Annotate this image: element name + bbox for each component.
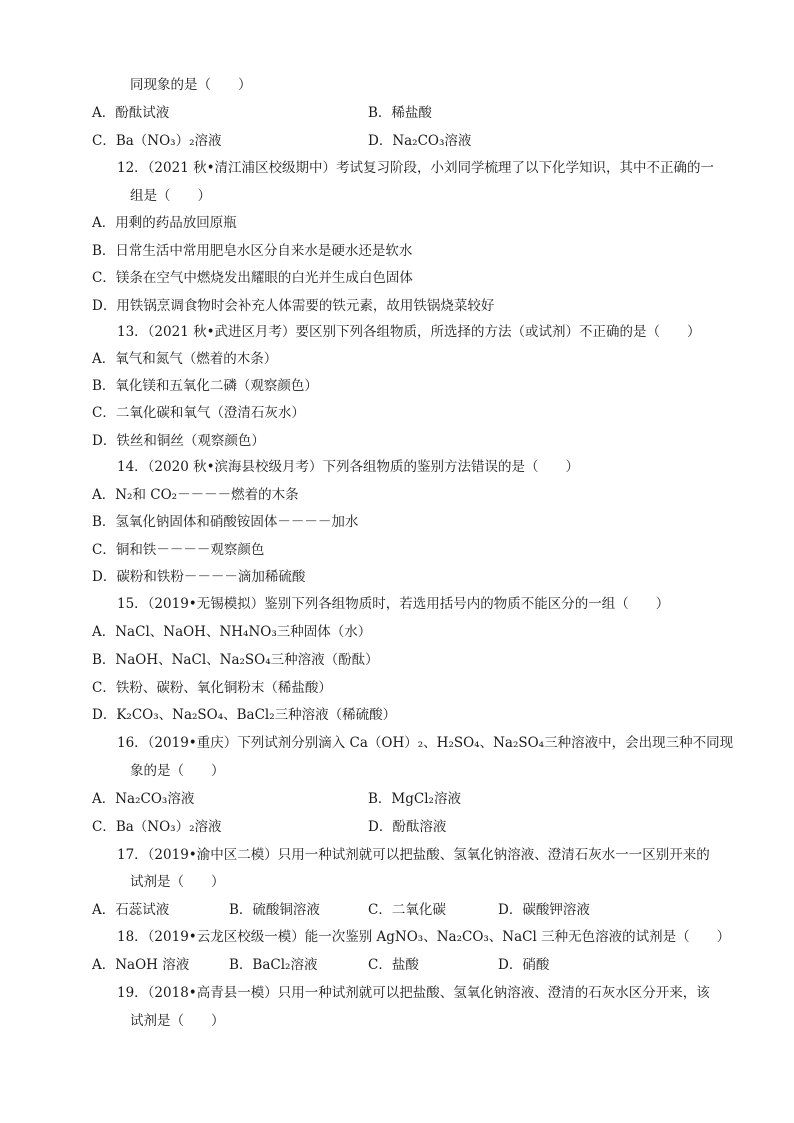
- q12-option-c: C．镁条在空气中燃烧发出耀眼的白光并生成白色固体: [92, 270, 413, 286]
- q12-option-d: D．用铁锅烹调食物时会补充人体需要的铁元素，故用铁锅烧菜较好: [92, 298, 495, 314]
- q15-option-c: C．铁粉、碳粉、氧化铜粉末（稀盐酸）: [92, 680, 332, 696]
- q18-stem: 18．（2019•云龙区校级一模）能一次鉴别 AgNO₃、Na₂CO₃、NaCl 三种无色溶液的试剂是（ ）: [117, 929, 731, 945]
- q15-stem: 15．（2019•无锡模拟）鉴别下列各组物质时，若选用括号内的物质不能区分的一组（ ）: [117, 596, 670, 612]
- q12-option-b: B．日常生活中常用肥皂水区分自来水是硬水还是软水: [92, 243, 413, 259]
- q11-option-b: B．稀盐酸: [368, 105, 432, 121]
- q17-option-d: D．碳酸钾溶液: [498, 902, 590, 918]
- q16-option-a: A．Na₂CO₃溶液: [92, 791, 195, 807]
- q11-option-d: D．Na₂CO₃溶液: [368, 133, 472, 149]
- q12-option-a: A．用剩的药品放回原瓶: [92, 215, 237, 231]
- q11-stem-continuation: 同现象的是（ ）: [130, 77, 252, 93]
- q18-option-a: A．NaOH 溶液: [92, 957, 190, 973]
- q13-option-c: C．二氧化碳和氧气（澄清石灰水）: [92, 405, 305, 421]
- q15-option-d: D．K₂CO₃、Na₂SO₄、BaCl₂三种溶液（稀硫酸）: [92, 707, 397, 723]
- q18-option-c: C．盐酸: [368, 957, 419, 973]
- q13-stem: 13．（2021 秋•武进区月考）要区别下列各组物质，所选择的方法（或试剂）不正确的是（ ）: [117, 324, 701, 340]
- q18-option-b: B．BaCl₂溶液: [229, 957, 318, 973]
- q14-option-a: A．N₂和 CO₂－－－－燃着的木条: [92, 487, 299, 503]
- q17-stem-continuation: 试剂是（ ）: [130, 874, 225, 890]
- q14-option-c: C．铜和铁－－－－观察颜色: [92, 542, 265, 558]
- q19-stem: 19．（2018•高青县一模）只用一种试剂就可以把盐酸、氢氧化钠溶液、澄清的石灰水区分开来，该: [117, 985, 710, 1001]
- q13-option-b: B．氧化镁和五氧化二磷（观察颜色）: [92, 378, 318, 394]
- q12-stem: 12．（2021 秋•清江浦区校级期中）考试复习阶段，小刘同学梳理了以下化学知识，其中不正确的一: [117, 160, 715, 176]
- q16-stem-continuation: 象的是（ ）: [130, 763, 225, 779]
- q15-option-a: A．NaCl、NaOH、NH₄NO₃三种固体（水）: [92, 624, 372, 640]
- q18-option-d: D．硝酸: [498, 957, 550, 973]
- q16-option-d: D．酚酞溶液: [368, 819, 447, 835]
- q14-option-d: D．碳粉和铁粉－－－－滴加稀硫酸: [92, 569, 306, 585]
- q17-stem: 17．（2019•渝中区二模）只用一种试剂就可以把盐酸、氢氧化钠溶液、澄清石灰水一一区别开来的: [117, 847, 710, 863]
- q11-option-c: C．Ba（NO₃）₂溶液: [92, 133, 222, 149]
- q14-stem: 14．（2020 秋•滨海县校级月考）下列各组物质的鉴别方法错误的是（ ）: [117, 459, 580, 475]
- q15-option-b: B．NaOH、NaCl、Na₂SO₄三种溶液（酚酞）: [92, 652, 379, 668]
- q17-option-a: A．石蕊试液: [92, 902, 170, 918]
- q13-option-a: A．氧气和氮气（燃着的木条）: [92, 351, 278, 367]
- q13-option-d: D．铁丝和铜丝（观察颜色）: [92, 433, 265, 449]
- q16-option-c: C．Ba（NO₃）₂溶液: [92, 819, 222, 835]
- q17-option-c: C．二氧化碳: [368, 902, 446, 918]
- q16-stem: 16．（2019•重庆）下列试剂分别滴入 Ca（OH）₂、H₂SO₄、Na₂SO₄三种溶液中，会出现三种不同现: [117, 735, 734, 751]
- q16-option-b: B．MgCl₂溶液: [368, 791, 461, 807]
- q17-option-b: B．硫酸铜溶液: [229, 902, 320, 918]
- q12-stem-continuation: 组是（ ）: [130, 188, 211, 204]
- q19-stem-continuation: 试剂是（ ）: [130, 1013, 225, 1029]
- q11-option-a: A．酚酞试液: [92, 105, 170, 121]
- q14-option-b: B．氢氧化钠固体和硝酸铵固体－－－－加水: [92, 514, 359, 530]
